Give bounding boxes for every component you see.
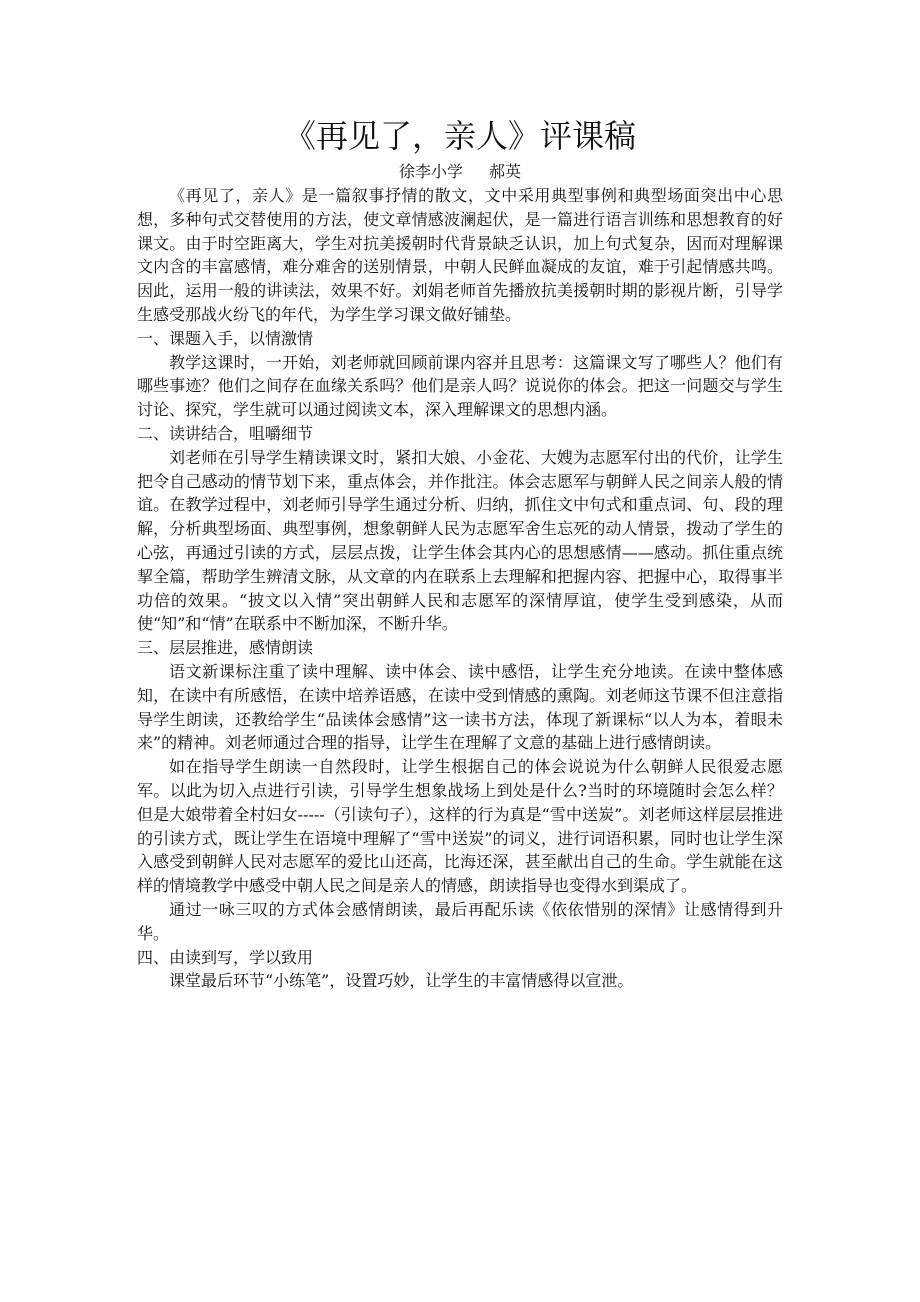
- section-heading-4: 四、由读到写，学以致用: [137, 947, 314, 967]
- author-name: 郝英: [489, 162, 522, 181]
- document-title: 《再见了，亲人》评课稿: [283, 117, 636, 155]
- section-heading-1: 一、课题入手，以情激情: [137, 328, 314, 348]
- document-page: [137, 112, 783, 993]
- intro-paragraph: 《再见了，亲人》是一篇叙事抒情的散文，文中采用典型事例和典型场面突出中心思想，多种句式交替使用的方法，使文章情感波澜起伏，是一篇进行语言训练和思想教育的好课文。由于时空距离大，学生对抗美援朝时代背景缺乏认识，加上句式复杂，因而对理解课文内含的丰富感情，难分难舍的送别情景，中朝人民鲜血凝成的友谊，难于引起情感共鸣。因此，运用一般的讲读法，效果不好。刘娟老师首先播放抗美援朝时期的影视片断，引导学生感受那战火纷飞的年代，为学生学习课文做好铺垫。: [137, 186, 783, 324]
- section-heading-3: 三、层层推进，感情朗读: [137, 638, 314, 658]
- section-2-paragraph-1: 刘老师在引导学生精读课文时，紧扣大娘、小金花、大嫂为志愿军付出的代价，让学生把令自己感动的情节划下来，重点体会，并作批注。体会志愿军与朝鲜人民之间亲人般的情谊。在教学过程中，刘老师引导学生通过分析、归纳，抓住文中句式和重点词、句、段的理解，分析典型场面、典型事例，想象朝鲜人民为志愿军舍生忘死的动人情景，拨动了学生的心弦，再通过引读的方式，层层点拨，让学生体会其内心的思想感情——感动。抓住重点统挈全篇，帮助学生辨清文脉，从文章的内在联系上去理解和把握内容、把握中心，取得事半功倍的效果。“披文以入情”突出朝鲜人民和志愿军的深情厚谊，使学生受到感染，从而使“知”和“情”在联系中不断加深，不断升华。: [137, 447, 783, 634]
- section-4-paragraph-1: 课堂最后环节“小练笔”，设置巧妙，让学生的丰富情感得以宣泄。: [169, 971, 634, 991]
- author-school: 徐李小学: [398, 162, 463, 181]
- section-3-paragraph-2: 如在指导学生朗读一自然段时，让学生根据自己的体会说说为什么朝鲜人民很爱志愿军。以此为切入点进行引读，引导学生想象战场上到处是什么?当时的环境随时会怎么样？但是大娘带着全村妇女-----（引读句子），这样的行为真是“雪中送炭”。刘老师这样层层推进的引读方式，既让学生在语境中理解了“雪中送炭”的词义，进行词语积累，同时也让学生深入感受到朝鲜人民对志愿军的爱比山还高，比海还深，甚至献出自己的生命。学生就能在这样的情境教学中感受中朝人民之间是亲人的情感，朗读指导也变得水到渠成了。: [137, 757, 783, 896]
- section-heading-2: 二、读讲结合，咀嚼细节: [137, 423, 314, 443]
- section-3-paragraph-3: 通过一咏三叹的方式体会感情朗读，最后再配乐读《依依惜别的深情》让感情得到升华。: [137, 899, 783, 943]
- author-line: [137, 160, 783, 184]
- section-1-paragraph-1: 教学这课时，一开始，刘老师就回顾前课内容并且思考：这篇课文写了哪些人？他们有哪些事迹？他们之间存在血缘关系吗？他们是亲人吗？说说你的体会。把这一问题交与学生讨论、探究，学生就可以通过阅读文本，深入理解课文的思想内涵。: [137, 352, 783, 420]
- section-3-paragraph-1: 语文新课标注重了读中理解、读中体会、读中感悟，让学生充分地读。在读中整体感知，在读中有所感悟，在读中培养语感，在读中受到情感的熏陶。刘老师这节课不但注意指导学生朗读，还教给学生“品读体会感情”这一读书方法，体现了新课标“以人为本，着眼未来”的精神。刘老师通过合理的指导，让学生在理解了文意的基础上进行感情朗读。: [137, 661, 783, 753]
